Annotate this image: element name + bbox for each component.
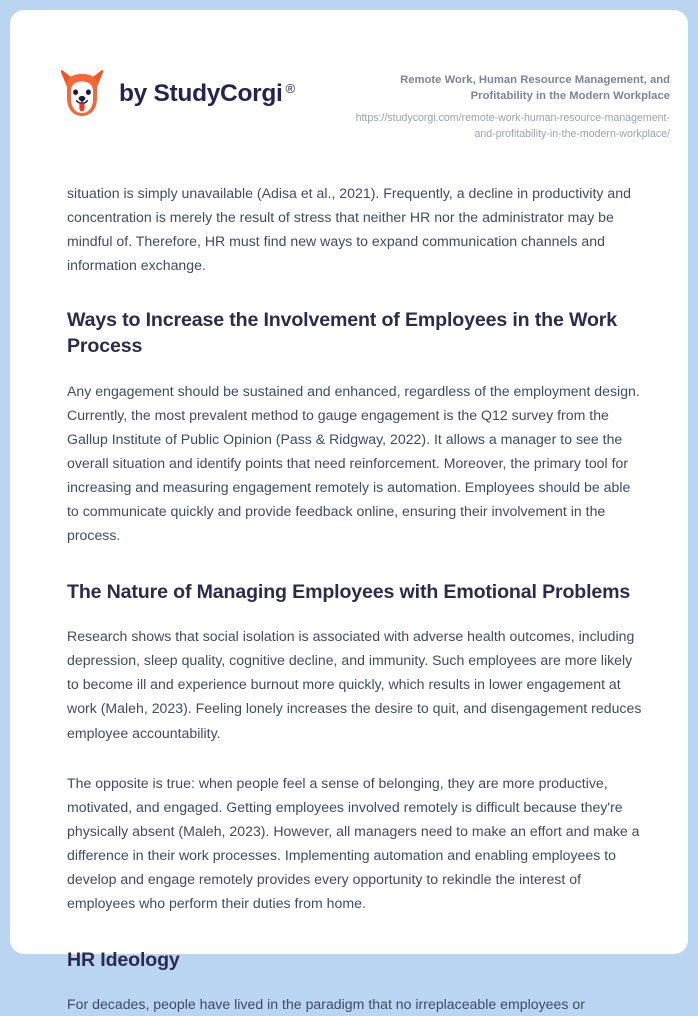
intro-paragraph: situation is simply unavailable (Adisa et al., 2021). Frequently, a decline in productivity and concentration is merely the result of stress that neither HR nor the administrator may be mindful of. Therefore, HR must find new ways to expand communication channels and information exchange. bbox=[67, 185, 631, 274]
registered-trademark-icon: ® bbox=[285, 81, 295, 96]
brand-wordmark bbox=[119, 80, 295, 108]
section-heading-managing-employees-emotional-problems: The Nature of Managing Employees with Emotional Problems bbox=[67, 581, 631, 604]
document-page bbox=[10, 10, 688, 1013]
document-body bbox=[10, 181, 688, 1016]
corgi-face-icon bbox=[58, 68, 106, 120]
document-title: Remote Work, Human Resource Management, and Profitability in the Modern Workplace bbox=[400, 74, 670, 103]
document-meta bbox=[340, 62, 670, 143]
section-heading-ways-to-increase-involvement: Ways to Increase the Involvement of Employees in the Work Process bbox=[67, 309, 618, 358]
document-header bbox=[10, 10, 688, 143]
section-paragraph: For decades, people have lived in the paradigm that no irreplaceable employees or bbox=[67, 996, 585, 1013]
document-source-url: https://studycorgi.com/remote-work-human-resource-management-and-profitability-in-the-modern-workplace/ bbox=[355, 112, 670, 141]
section-paragraph: The opposite is true: when people feel a sense of belonging, they are more productive, motivated, and engaged. Getting employees involved remotely is difficult because they're physically absent (Maleh, 2023). However, all managers need to make an effort and make a difference in their work processes. Implementing automation and enabling employees to develop and engage remotely provides every opportunity to rekindle the interest of employees who perform their duties from home. bbox=[67, 774, 640, 912]
section-paragraph: Research shows that social isolation is associated with adverse health outcomes, including depression, sleep quality, cognitive decline, and immunity. Such employees are more likely to become ill and experience burnout more quickly, which results in lower engagement at work (Maleh, 2023). Feeling lonely increases the desire to quit, and disengagement reduces employee accountability. bbox=[67, 628, 642, 741]
section-paragraph: Any engagement should be sustained and enhanced, regardless of the employment design. Currently, the most prevalent method to gauge engagement is the Q12 survey from the Gallup Institute of Public Opinion (Pass & Ridgway, 2022). It allows a manager to see the overall situation and identify points that need reinforcement. Moreover, the primary tool for increasing and measuring engagement remotely is automation. Employees should be able to communicate quickly and provide feedback online, ensuring their involvement in the process. bbox=[67, 382, 640, 544]
brand-wordmark-text: by StudyCorgi bbox=[119, 80, 283, 107]
section-heading-hr-ideology: HR Ideology bbox=[67, 949, 180, 972]
studycorgi-branding bbox=[58, 62, 295, 120]
